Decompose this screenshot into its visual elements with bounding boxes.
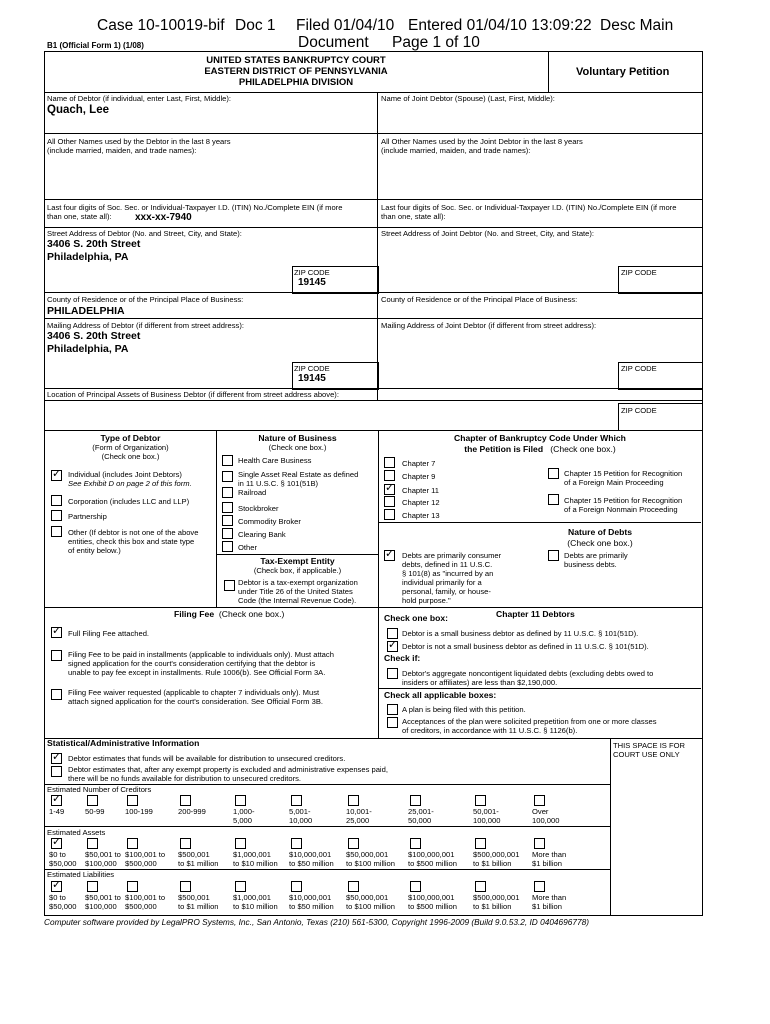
- chapter-header: [379, 433, 701, 454]
- assets-option-3-line2: to $1 million: [178, 859, 219, 868]
- assets-option-4-line1: $1,000,001: [233, 850, 272, 859]
- chapter7-label: Chapter 7: [402, 459, 436, 468]
- funds-available-checkbox[interactable]: [51, 753, 62, 764]
- assets-option-1-checkbox[interactable]: [87, 838, 98, 849]
- business-l2: business debts.: [564, 560, 617, 569]
- mailing-line2: Philadelphia, PA: [47, 343, 129, 355]
- chapter11-label: Chapter 11: [402, 486, 440, 495]
- commodity-broker-label: Commodity Broker: [238, 517, 301, 526]
- nature-debts-sub: (Check one box.): [567, 537, 633, 548]
- chapter15-main-label: [564, 469, 682, 487]
- document-label: Document: [298, 34, 369, 51]
- railroad-checkbox[interactable]: [222, 487, 233, 498]
- assets-option-9-line2: $1 billion: [532, 859, 562, 868]
- assets-option-1-line1: $50,001 to: [85, 850, 121, 859]
- liabilities-option-0-line2: $50,000: [49, 902, 77, 911]
- creditors-option-1-line1: 50-99: [85, 807, 105, 816]
- ch15-nonmain-l2: of a Foreign Nonmain Proceeding: [564, 505, 678, 514]
- assets-option-7-label: [408, 850, 457, 868]
- acceptances-l1: Acceptances of the plan were solicited prepetition from one or more classes: [402, 717, 657, 726]
- full-fee-label: Full Filing Fee attached.: [68, 629, 150, 638]
- mailing-label: Mailing Address of Debtor (if different from street address):: [47, 321, 244, 330]
- aggregate-debts-label: [402, 669, 653, 687]
- assets-option-2-checkbox[interactable]: [127, 838, 138, 849]
- filing-fee-header: [174, 609, 284, 619]
- single-asset-label: [238, 470, 358, 488]
- joint-other-names-label-2: (include married, maiden, and trade names):: [381, 146, 531, 155]
- location-label: Location of Principal Assets of Business Debtor (if different from street address above):: [47, 390, 339, 399]
- other-entity-label-1: Other (If debtor is not one of the above: [68, 528, 199, 537]
- street-line1: 3406 S. 20th Street: [47, 238, 141, 250]
- liabilities-option-8-line2: to $1 billion: [473, 902, 512, 911]
- health-care-label: Health Care Business: [238, 456, 312, 465]
- chapter7-checkbox[interactable]: [384, 457, 395, 468]
- full-fee-checkbox[interactable]: [51, 627, 62, 638]
- creditors-option-4-label: [233, 807, 255, 825]
- not-small-business-label: Debtor is not a small business debtor as defined in 11 U.S.C. § 101(51D).: [402, 642, 649, 651]
- type-of-debtor-sub1: (Form of Organization): [92, 443, 169, 452]
- nature-business-title: Nature of Business: [258, 433, 337, 443]
- joint-debtor-name-label: Name of Joint Debtor (Spouse) (Last, First, Middle):: [381, 94, 555, 103]
- street-line2: Philadelphia, PA: [47, 251, 129, 263]
- assets-option-6-label: [346, 850, 395, 868]
- installments-l3: unable to pay fee except in installments. Rule 1006(b). See Official Form 3A.: [68, 668, 326, 677]
- liabilities-option-8-label: [473, 893, 519, 911]
- nature-business-sub: (Check one box.): [268, 443, 327, 452]
- consumer-debts-checkbox[interactable]: [384, 550, 395, 561]
- partnership-label: Partnership: [68, 512, 107, 521]
- assets-option-4-label: [233, 850, 278, 868]
- assets-label: Estimated Assets: [47, 828, 106, 837]
- acceptances-checkbox[interactable]: [387, 717, 398, 728]
- creditors-option-8-line2: 100,000: [473, 816, 501, 825]
- joint-zip-label: ZIP CODE: [621, 268, 657, 277]
- liabilities-option-7-line2: to $500 million: [408, 902, 457, 911]
- page-number: Page 1 of 10: [392, 34, 480, 51]
- corporation-checkbox[interactable]: [51, 495, 62, 506]
- type-of-debtor-header: [45, 433, 216, 461]
- individual-label-2: See Exhibit D on page 2 of this form.: [68, 479, 192, 488]
- court-line3: PHILADELPHIA DIVISION: [238, 77, 354, 88]
- assets-option-2-line1: $100,001 to: [125, 850, 166, 859]
- liabilities-option-7-line1: $100,000,001: [408, 893, 455, 902]
- creditors-option-5-checkbox[interactable]: [291, 795, 302, 806]
- assets-option-5-checkbox[interactable]: [291, 838, 302, 849]
- liabilities-option-7-checkbox[interactable]: [410, 881, 421, 892]
- assets-option-4-checkbox[interactable]: [235, 838, 246, 849]
- liabilities-option-2-checkbox[interactable]: [127, 881, 138, 892]
- partnership-checkbox[interactable]: [51, 510, 62, 521]
- creditors-option-9-line1: Over: [532, 807, 549, 816]
- debtor-mail-zip: 19145: [298, 373, 326, 384]
- filed-date: Filed 01/04/10: [296, 17, 395, 34]
- assets-option-9-label: [532, 850, 566, 868]
- waiver-l1: Filing Fee waiver requested (applicable to chapter 7 individuals only). Must: [68, 688, 320, 697]
- check-if: Check if:: [384, 653, 421, 663]
- installments-label: [68, 650, 334, 677]
- case-number: Case 10-10019-bif: [97, 17, 225, 34]
- aggregate-debts-checkbox[interactable]: [387, 668, 398, 679]
- creditors-label: Estimated Number of Creditors: [47, 785, 152, 794]
- creditors-option-4-line2: 5,000: [233, 816, 253, 825]
- plan-filed-label: A plan is being filed with this petition.: [402, 705, 526, 714]
- debtor-ssn: xxx-xx-7940: [135, 212, 192, 223]
- chapter15-nonmain-label: [564, 496, 682, 514]
- assets-option-2-line2: $500,000: [125, 859, 157, 868]
- consumer-l6: hold purpose.": [402, 596, 451, 605]
- consumer-l5: personal, family, or house-: [402, 587, 491, 596]
- chapter15-nonmain-checkbox[interactable]: [548, 494, 559, 505]
- joint-street-label: Street Address of Joint Debtor (No. and Street, City, and State):: [381, 229, 595, 238]
- other-names-label-2: (include married, maiden, and trade names):: [47, 146, 197, 155]
- creditors-option-3-checkbox[interactable]: [180, 795, 191, 806]
- assets-option-3-label: [178, 850, 219, 868]
- liabilities-option-6-label: [346, 893, 395, 911]
- ch15-main-l1: Chapter 15 Petition for Recognition: [564, 469, 683, 478]
- debtor-street: [47, 238, 140, 264]
- assets-option-1-line2: $100,000: [85, 859, 117, 868]
- assets-option-5-label: [289, 850, 334, 868]
- single-asset-checkbox[interactable]: [222, 471, 233, 482]
- liabilities-option-0-line1: $0 to: [49, 893, 66, 902]
- joint-other-names-label-1: All Other Names used by the Joint Debtor in the last 8 years: [381, 137, 583, 146]
- check-all-boxes: Check all applicable boxes:: [384, 690, 497, 700]
- plan-filed-checkbox[interactable]: [387, 704, 398, 715]
- court-use-l2: COURT USE ONLY: [613, 750, 680, 759]
- software-footer: Computer software provided by LegalPRO Systems, Inc., San Antonio, Texas (210) 561-5300, Copyright 1996-2009 (Build 9.0.53.2, ID 0404696778): [44, 917, 589, 927]
- health-care-checkbox[interactable]: [222, 455, 233, 466]
- joint-ssn-label-1: Last four digits of Soc. Sec. or Individual-Taxpayer I.D. (ITIN) No./Complete EIN (if more: [381, 203, 677, 212]
- individual-label-1: Individual (includes Joint Debtors): [68, 470, 182, 479]
- tax-exempt-sub: (Check box, if applicable.): [253, 566, 342, 575]
- assets-option-2-label: [125, 850, 165, 868]
- liabilities-option-4-label: [233, 893, 278, 911]
- creditors-option-3-line1: 200-999: [178, 807, 206, 816]
- assets-option-5-line2: to $50 million: [289, 859, 334, 868]
- no-funds-checkbox[interactable]: [51, 766, 62, 777]
- chapter9-label: Chapter 9: [402, 472, 436, 481]
- assets-option-0-line1: $0 to: [49, 850, 66, 859]
- filing-fee-sub: (Check one box.): [218, 609, 285, 619]
- liabilities-option-3-line1: $500,001: [178, 893, 210, 902]
- aggregate-l2: insiders or affiliates) are less than $2,190,000.: [402, 678, 558, 687]
- assets-option-0-line2: $50,000: [49, 859, 77, 868]
- creditors-option-7-label: [408, 807, 434, 825]
- assets-option-8-line1: $500,000,001: [473, 850, 520, 859]
- chapter13-label: Chapter 13: [402, 511, 440, 520]
- debtor-name: Quach, Lee: [47, 104, 109, 116]
- liabilities-option-2-label: [125, 893, 165, 911]
- creditors-option-0-label: [49, 807, 64, 816]
- liabilities-option-2-line1: $100,001 to: [125, 893, 166, 902]
- chapter-title2b: (Check one box.): [550, 443, 616, 454]
- tax-exempt-header: [217, 556, 378, 575]
- other-names-label: [47, 137, 231, 155]
- tax-exempt-checkbox[interactable]: [224, 580, 235, 591]
- assets-option-9-line1: More than: [532, 850, 567, 859]
- nature-debts-title: Nature of Debts: [568, 527, 632, 537]
- liabilities-option-4-line1: $1,000,001: [233, 893, 272, 902]
- court-use-l1: THIS SPACE IS FOR: [613, 741, 686, 750]
- assets-option-6-line1: $50,000,001: [346, 850, 389, 859]
- tax-exempt-label: [238, 578, 358, 605]
- chapter-title2: the Petition is Filed: [464, 443, 544, 454]
- creditors-option-7-line1: 25,001-: [408, 807, 434, 816]
- other-names-label-1: All Other Names used by the Debtor in the last 8 years: [47, 137, 231, 146]
- installments-checkbox[interactable]: [51, 650, 62, 661]
- liabilities-option-2-line2: $500,000: [125, 902, 157, 911]
- liabilities-option-1-label: [85, 893, 121, 911]
- creditors-option-5-line1: 5,001-: [289, 807, 311, 816]
- assets-option-8-checkbox[interactable]: [475, 838, 486, 849]
- entered-date: Entered 01/04/10 13:09:22: [408, 17, 592, 34]
- installments-l1: Filing Fee to be paid in installments (applicable to individuals only). Must attach: [68, 650, 334, 659]
- other-entity-label: [68, 528, 198, 555]
- no-funds-l2: there will be no funds available for distribution to unsecured creditors.: [68, 774, 302, 783]
- liabilities-option-4-line2: to $10 million: [233, 902, 278, 911]
- creditors-option-8-label: [473, 807, 500, 825]
- desc-main: Desc Main: [600, 17, 674, 34]
- assets-option-0-label: [49, 850, 76, 868]
- assets-option-6-line2: to $100 million: [346, 859, 395, 868]
- ch11-debtors-title: Chapter 11 Debtors: [496, 609, 575, 619]
- creditors-option-5-label: [289, 807, 312, 825]
- joint-ssn-label: [381, 203, 676, 221]
- zip-label: ZIP CODE: [294, 268, 330, 277]
- county-label: County of Residence or of the Principal Place of Business:: [47, 295, 244, 304]
- corporation-label: Corporation (includes LLC and LLP): [68, 497, 190, 506]
- liabilities-option-3-label: [178, 893, 219, 911]
- creditors-option-8-line1: 50,001-: [473, 807, 499, 816]
- creditors-option-6-label: [346, 807, 372, 825]
- doc-number: Doc 1: [235, 17, 276, 34]
- petition-title: Voluntary Petition: [576, 66, 670, 78]
- creditors-option-8-checkbox[interactable]: [475, 795, 486, 806]
- liabilities-option-5-label: [289, 893, 334, 911]
- tax-exempt-l3: Code (the Internal Revenue Code).: [238, 596, 357, 605]
- creditors-option-1-label: [85, 807, 104, 816]
- mail-zip-label: ZIP CODE: [294, 364, 330, 373]
- single-asset-label-2: in 11 U.S.C. § 101(51B): [238, 479, 319, 488]
- acceptances-label: [402, 717, 657, 735]
- consumer-l2: debts, defined in 11 U.S.C.: [402, 560, 493, 569]
- liabilities-option-1-checkbox[interactable]: [87, 881, 98, 892]
- chapter12-label: Chapter 12: [402, 498, 440, 507]
- court-use-label: [613, 741, 685, 759]
- assets-option-7-line2: to $500 million: [408, 859, 457, 868]
- ssn-label-2: than one, state all):: [47, 212, 112, 221]
- liabilities-label: Estimated Liabilities: [47, 870, 115, 879]
- clearing-bank-checkbox[interactable]: [222, 528, 233, 539]
- court-line2: EASTERN DISTRICT OF PENNSYLVANIA: [204, 66, 388, 77]
- assets-option-8-label: [473, 850, 519, 868]
- debtor-mailing: [47, 330, 140, 356]
- creditors-option-9-checkbox[interactable]: [534, 795, 545, 806]
- court-name: [45, 55, 547, 88]
- creditors-option-9-line2: 100,000: [532, 816, 560, 825]
- ssn-label: [47, 203, 342, 221]
- business-debts-label: [564, 551, 628, 569]
- stockbroker-checkbox[interactable]: [222, 502, 233, 513]
- liabilities-option-5-line1: $10,000,001: [289, 893, 332, 902]
- assets-option-3-line1: $500,001: [178, 850, 210, 859]
- other-business-label: Other: [238, 543, 257, 552]
- check-one-box: Check one box:: [384, 613, 448, 623]
- creditors-option-4-checkbox[interactable]: [235, 795, 246, 806]
- other-entity-label-2: entities, check this box and state type: [68, 537, 195, 546]
- aggregate-l1: Debtor's aggregate noncontigent liquidated debts (excluding debts owed to: [402, 669, 654, 678]
- ch15-nonmain-l1: Chapter 15 Petition for Recognition: [564, 496, 683, 505]
- creditors-option-2-line1: 100-199: [125, 807, 153, 816]
- assets-option-4-line2: to $10 million: [233, 859, 278, 868]
- liabilities-option-8-line1: $500,000,001: [473, 893, 520, 902]
- single-asset-label-1: Single Asset Real Estate as defined: [238, 470, 359, 479]
- creditors-option-0-checkbox[interactable]: [51, 795, 62, 806]
- nature-debts-header: [500, 527, 700, 548]
- waiver-l2: attach signed application for the court's consideration. See Official Form 3B.: [68, 697, 323, 706]
- tax-exempt-l2: under Title 26 of the United States: [238, 587, 353, 596]
- tax-exempt-l1: Debtor is a tax-exempt organization: [238, 578, 358, 587]
- creditors-option-7-checkbox[interactable]: [410, 795, 421, 806]
- assets-option-0-checkbox[interactable]: [51, 838, 62, 849]
- tax-exempt-title: Tax-Exempt Entity: [260, 556, 335, 566]
- creditors-option-3-label: [178, 807, 206, 816]
- business-debts-checkbox[interactable]: [548, 550, 559, 561]
- no-funds-l1: Debtor estimates that, after any exempt property is excluded and administrative expenses paid,: [68, 765, 388, 774]
- form-id: B1 (Official Form 1) (1/08): [47, 41, 144, 50]
- clearing-bank-label: Clearing Bank: [238, 530, 286, 539]
- nature-business-header: [217, 433, 378, 452]
- liabilities-option-9-checkbox[interactable]: [534, 881, 545, 892]
- debtor-name-label: Name of Debtor (if individual, enter Last, First, Middle):: [47, 94, 232, 103]
- debtor-county: PHILADELPHIA: [47, 305, 125, 317]
- ssn-label-1: Last four digits of Soc. Sec. or Individual-Taxpayer I.D. (ITIN) No./Complete EIN (if more: [47, 203, 343, 212]
- liabilities-option-9-line2: $1 billion: [532, 902, 562, 911]
- consumer-l1: Debts are primarily consumer: [402, 551, 502, 560]
- liabilities-option-0-label: [49, 893, 76, 911]
- street-label: Street Address of Debtor (No. and Street, City, and State):: [47, 229, 242, 238]
- location-zip-label: ZIP CODE: [621, 406, 657, 415]
- not-small-business-checkbox[interactable]: [387, 641, 398, 652]
- liabilities-option-9-line1: More than: [532, 893, 567, 902]
- chapter12-checkbox[interactable]: [384, 496, 395, 507]
- assets-option-5-line1: $10,000,001: [289, 850, 332, 859]
- other-entity-label-3: of entity below.): [68, 546, 121, 555]
- joint-county-label: County of Residence or of the Principal Place of Business:: [381, 295, 578, 304]
- assets-option-6-checkbox[interactable]: [348, 838, 359, 849]
- assets-option-7-checkbox[interactable]: [410, 838, 421, 849]
- assets-option-9-checkbox[interactable]: [534, 838, 545, 849]
- liabilities-option-5-line2: to $50 million: [289, 902, 334, 911]
- liabilities-option-5-checkbox[interactable]: [291, 881, 302, 892]
- chapter9-checkbox[interactable]: [384, 470, 395, 481]
- liabilities-option-9-label: [532, 893, 566, 911]
- creditors-option-2-label: [125, 807, 153, 816]
- small-business-label: Debtor is a small business debtor as defined by 11 U.S.C. § 101(51D).: [402, 629, 639, 638]
- assets-option-3-checkbox[interactable]: [180, 838, 191, 849]
- creditors-option-6-checkbox[interactable]: [348, 795, 359, 806]
- liabilities-option-1-line2: $100,000: [85, 902, 117, 911]
- liabilities-option-6-line1: $50,000,001: [346, 893, 389, 902]
- consumer-l3: § 101(8) as "incurred by an: [402, 569, 494, 578]
- ch15-main-l2: of a Foreign Main Proceeding: [564, 478, 664, 487]
- liabilities-option-6-checkbox[interactable]: [348, 881, 359, 892]
- joint-other-names-label: [381, 137, 583, 155]
- liabilities-option-6-line2: to $100 million: [346, 902, 395, 911]
- railroad-label: Railroad: [238, 488, 267, 497]
- assets-option-7-line1: $100,000,001: [408, 850, 455, 859]
- stockbroker-label: Stockbroker: [238, 504, 279, 513]
- joint-mailing-label: Mailing Address of Joint Debtor (if different from street address):: [381, 321, 597, 330]
- liabilities-option-7-label: [408, 893, 457, 911]
- assets-option-8-line2: to $1 billion: [473, 859, 512, 868]
- chapter13-checkbox[interactable]: [384, 509, 395, 520]
- commodity-broker-checkbox[interactable]: [222, 515, 233, 526]
- mailing-line1: 3406 S. 20th Street: [47, 330, 141, 342]
- business-l1: Debts are primarily: [564, 551, 628, 560]
- installments-l2: signed application for the court's consideration certifying that the debtor is: [68, 659, 316, 668]
- creditors-option-2-checkbox[interactable]: [127, 795, 138, 806]
- creditors-option-6-line1: 10,001-: [346, 807, 372, 816]
- liabilities-option-3-line2: to $1 million: [178, 902, 219, 911]
- other-entity-checkbox[interactable]: [51, 526, 62, 537]
- type-of-debtor-title: Type of Debtor: [100, 433, 161, 443]
- joint-ssn-label-2: than one, state all):: [381, 212, 446, 221]
- acceptances-l2: of creditors, in accordance with 11 U.S.C. § 1126(b).: [402, 726, 578, 735]
- chapter-title1: Chapter of Bankruptcy Code Under Which: [454, 433, 626, 443]
- individual-checkbox[interactable]: [51, 470, 62, 481]
- joint-mail-zip-label: ZIP CODE: [621, 364, 657, 373]
- stats-title: Statistical/Administrative Information: [47, 738, 200, 748]
- liabilities-option-4-checkbox[interactable]: [235, 881, 246, 892]
- creditors-option-5-line2: 10,000: [289, 816, 313, 825]
- chapter11-checkbox[interactable]: [384, 484, 395, 495]
- other-business-checkbox[interactable]: [222, 541, 233, 552]
- creditors-option-0-line1: 1-49: [49, 807, 65, 816]
- funds-available-label: Debtor estimates that funds will be available for distribution to unsecured creditors.: [68, 754, 346, 763]
- liabilities-option-8-checkbox[interactable]: [475, 881, 486, 892]
- fee-waiver-label: [68, 688, 323, 706]
- court-line1: UNITED STATES BANKRUPTCY COURT: [206, 55, 386, 66]
- type-of-debtor-sub2: (Check one box.): [101, 452, 160, 461]
- assets-option-1-label: [85, 850, 121, 868]
- creditors-option-6-line2: 25,000: [346, 816, 370, 825]
- creditors-option-9-label: [532, 807, 559, 825]
- chapter15-main-checkbox[interactable]: [548, 468, 559, 479]
- creditors-option-1-checkbox[interactable]: [87, 795, 98, 806]
- debtor-zip: 19145: [298, 277, 326, 288]
- creditors-option-7-line2: 50,000: [408, 816, 432, 825]
- liabilities-option-0-checkbox[interactable]: [51, 881, 62, 892]
- no-funds-label: [68, 765, 388, 783]
- consumer-debts-label: [402, 551, 501, 605]
- creditors-option-4-line1: 1,000-: [233, 807, 255, 816]
- filing-fee-title: Filing Fee: [174, 609, 215, 619]
- fee-waiver-checkbox[interactable]: [51, 689, 62, 700]
- liabilities-option-3-checkbox[interactable]: [180, 881, 191, 892]
- consumer-l4: individual primarily for a: [402, 578, 482, 587]
- liabilities-option-1-line1: $50,001 to: [85, 893, 121, 902]
- individual-label: [68, 470, 192, 488]
